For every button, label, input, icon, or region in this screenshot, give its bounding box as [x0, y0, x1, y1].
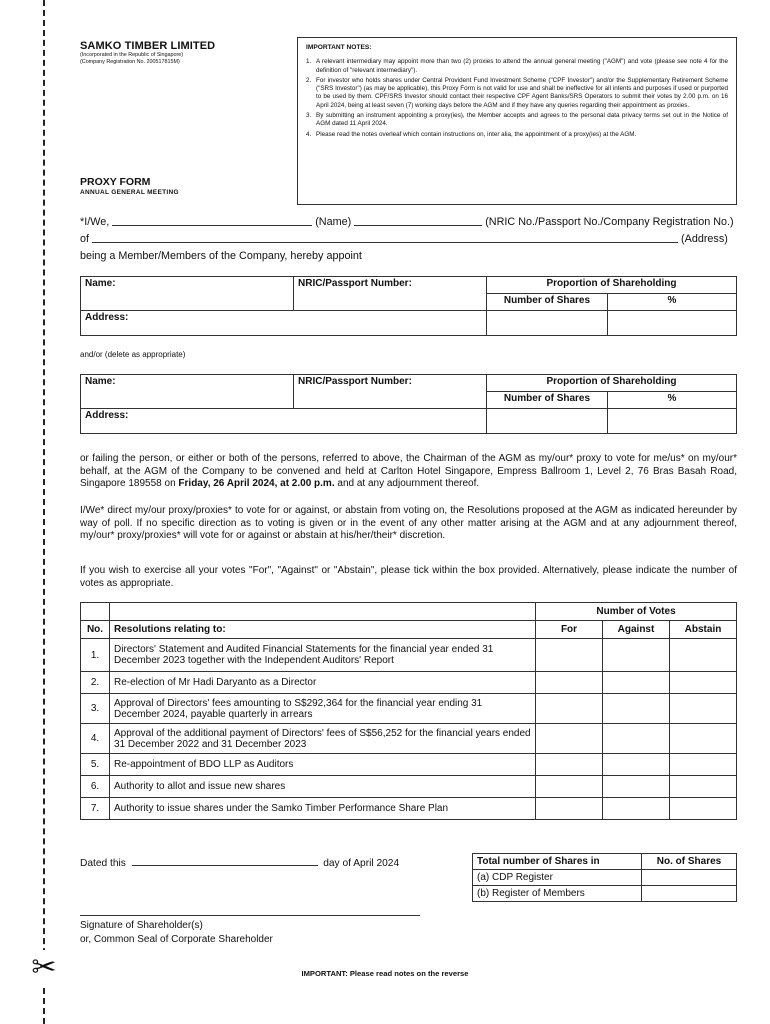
- members-register-label: (b) Register of Members: [473, 886, 642, 902]
- member-name-field[interactable]: [112, 214, 312, 226]
- note-number: 3.: [306, 112, 312, 120]
- company-incorporated: (Incorporated in the Republic of Singapore): [80, 52, 184, 58]
- footer-important: IMPORTANT: Please read notes on the reverse: [301, 969, 469, 978]
- total-shares-table: [472, 853, 737, 902]
- note-text: By submitting an instrument appointing a proxy(ies), the Member accepts and agrees to the personal data privacy terms set out in the Notice of AGM dated 11 April 2024.: [316, 112, 728, 128]
- table-row: [81, 694, 737, 724]
- proxy-name-label: Name:: [85, 278, 116, 289]
- table-row: [81, 672, 737, 694]
- note-item: [306, 77, 728, 110]
- note-number: 2.: [306, 76, 312, 84]
- dated-prefix: Dated this: [80, 858, 126, 869]
- signature-block: [80, 919, 273, 947]
- vote-for-cell[interactable]: [536, 724, 603, 754]
- note-number: 4.: [306, 130, 312, 138]
- resolution-text: Approval of the additional payment of Directors' fees of S$56,252 for the financial years ended 31 December 2022 and 31 December 2023: [110, 724, 536, 754]
- proxy2-percent-cell[interactable]: [608, 409, 737, 434]
- vote-abstain-cell[interactable]: [670, 798, 737, 820]
- proxy2-nric-cell[interactable]: [294, 375, 487, 409]
- scissors-icon: ✂: [28, 950, 60, 986]
- cut-line: [43, 0, 45, 1024]
- for-header: For: [536, 621, 603, 639]
- important-notes-box: [297, 37, 737, 205]
- dated-day-field[interactable]: [132, 855, 318, 866]
- proxy-table-1: [80, 276, 737, 336]
- resolution-text: Approval of Directors' fees amounting to S$292,364 for the financial year ending 31 December 2024, payable quarterly in arrears: [110, 694, 536, 724]
- table-row: [81, 639, 737, 672]
- notes-heading: IMPORTANT NOTES:: [306, 44, 372, 51]
- form-title-block: [80, 176, 179, 196]
- proxy-table-2: [80, 374, 737, 434]
- resolution-text: Authority to issue shares under the Samko Timber Performance Share Plan: [110, 798, 536, 820]
- resolution-text: Re-election of Mr Hadi Daryanto as a Director: [110, 672, 536, 694]
- we-label: *I/We,: [80, 216, 110, 228]
- proxy1-name-cell[interactable]: [81, 277, 294, 311]
- resolution-text: Re-appointment of BDO LLP as Auditors: [110, 754, 536, 776]
- vote-abstain-cell[interactable]: [670, 639, 737, 672]
- no-of-shares-header: No. of Shares: [642, 854, 737, 870]
- resolution-text: Authority to allot and issue new shares: [110, 776, 536, 798]
- and-or-text: and/or (delete as appropriate): [80, 350, 186, 359]
- note-item: [306, 131, 728, 139]
- vote-against-cell[interactable]: [603, 724, 670, 754]
- shares-header: Number of Shares: [487, 392, 608, 409]
- note-text: For investor who holds shares under Central Provident Fund Investment Scheme ("CPF Investor") and/or the Supplementary Retirement Scheme ("SRS Investor") (as may be applicable), this Proxy Form is not valid for use and shall be ineffective for all intents and purposes if used or purported to be used by them. CPF/SRS Investor should contact their respective CPF Agent Banks/SRS Operators to submit their votes by 2.00 p.m. on 16 April 2024, being at least seven (7) working days before the AGM and if they have any queries regarding their appointment as proxies.: [316, 76, 728, 109]
- percent-header: %: [608, 392, 737, 409]
- cdp-register-label: (a) CDP Register: [473, 870, 642, 886]
- proxy1-address-cell[interactable]: [81, 311, 487, 336]
- vote-abstain-cell[interactable]: [670, 754, 737, 776]
- member-address-field[interactable]: [92, 231, 678, 243]
- name-row: [80, 214, 737, 231]
- vote-for-cell[interactable]: [536, 798, 603, 820]
- proxy1-percent-cell[interactable]: [608, 311, 737, 336]
- vote-for-cell[interactable]: [536, 672, 603, 694]
- vote-for-cell[interactable]: [536, 694, 603, 724]
- member-nric-field[interactable]: [354, 214, 482, 226]
- company-registration: (Company Registration No. 200517815M): [80, 59, 180, 65]
- vote-abstain-cell[interactable]: [670, 672, 737, 694]
- proxy-nric-label: NRIC/Passport Number:: [298, 278, 412, 289]
- abstain-header: Abstain: [670, 621, 737, 639]
- resolution-number: 5.: [81, 754, 110, 776]
- of-label: of: [80, 233, 90, 245]
- being-row: [80, 248, 737, 265]
- vote-for-cell[interactable]: [536, 754, 603, 776]
- proxy-address-label: Address:: [85, 312, 129, 323]
- chairman-text-c: and at any adjournment thereof.: [334, 478, 480, 489]
- proxy1-nric-cell[interactable]: [294, 277, 487, 311]
- proxy2-shares-cell[interactable]: [487, 409, 608, 434]
- cdp-shares-cell[interactable]: [642, 870, 737, 886]
- proxy-nric-label: NRIC/Passport Number:: [298, 376, 412, 387]
- company-block: [80, 40, 295, 66]
- proportion-header: Proportion of Shareholding: [487, 375, 737, 392]
- note-item: [306, 58, 728, 75]
- note-number: 1.: [306, 58, 312, 66]
- resolution-number: 3.: [81, 694, 110, 724]
- table-row: [81, 798, 737, 820]
- instruction-paragraph: If you wish to exercise all your votes "For", "Against" or "Abstain", please tick within the box provided. Alternatively, please indicate the number of votes as appropriate.: [80, 565, 737, 589]
- no-header: No.: [81, 621, 110, 639]
- note-text: Please read the notes overleaf which contain instructions on, inter alia, the appointment of a proxy(ies) at the AGM.: [316, 130, 637, 138]
- proportion-header: Proportion of Shareholding: [487, 277, 737, 294]
- resolution-number: 2.: [81, 672, 110, 694]
- percent-header: %: [608, 294, 737, 311]
- vote-against-cell[interactable]: [603, 798, 670, 820]
- table-row: [81, 776, 737, 798]
- appointment-intro: [80, 214, 737, 265]
- blank-header-cell: [81, 603, 110, 621]
- chairman-paragraph: [80, 453, 737, 491]
- signature-label: Signature of Shareholder(s): [80, 920, 203, 931]
- vote-abstain-cell[interactable]: [670, 724, 737, 754]
- vote-against-cell[interactable]: [603, 754, 670, 776]
- table-row: [81, 754, 737, 776]
- being-text: being a Member/Members of the Company, hereby appoint: [80, 250, 362, 262]
- address-label: (Address): [681, 233, 728, 245]
- nric-label: (NRIC No./Passport No./Company Registration No.): [485, 216, 734, 228]
- proxy2-address-cell[interactable]: [81, 409, 487, 434]
- chairman-text-a: or failing the person, or either or both of the persons, referred to above, the Chairman of the AGM as my/our* proxy to vote for me/us* on my/our* behalf, at the AGM of the Company to be convened and held at Carlton Hotel Singapore, Empress Ballroom 1, Level 2, 76 Bras Basah Road, Singapore 189558 on: [80, 453, 737, 489]
- note-text: A relevant intermediary may appoint more than two (2) proxies to attend the annual general meeting ("AGM") and vote (please see note 4 for the definition of "relevant intermediary").: [316, 58, 728, 74]
- proxy-address-label: Address:: [85, 410, 129, 421]
- company-name: SAMKO TIMBER LIMITED: [80, 40, 216, 52]
- resolution-number: 4.: [81, 724, 110, 754]
- resolution-number: 1.: [81, 639, 110, 672]
- dated-line: [80, 855, 399, 869]
- vote-for-cell[interactable]: [536, 776, 603, 798]
- proxy2-name-cell[interactable]: [81, 375, 294, 409]
- address-row: [80, 231, 737, 248]
- form-title: PROXY FORM: [80, 176, 151, 188]
- vote-abstain-cell[interactable]: [670, 694, 737, 724]
- proxy-name-label: Name:: [85, 376, 116, 387]
- members-shares-cell[interactable]: [642, 886, 737, 902]
- resolution-text: Directors' Statement and Audited Financial Statements for the financial year ended 31 December 2023 together with the Independent Auditors' Report: [110, 639, 536, 672]
- against-header: Against: [603, 621, 670, 639]
- form-subtitle: ANNUAL GENERAL MEETING: [80, 189, 179, 196]
- table-row: [81, 724, 737, 754]
- name-label: (Name): [315, 216, 352, 228]
- meeting-date: Friday, 26 April 2024, at 2.00 p.m.: [178, 478, 335, 489]
- vote-abstain-cell[interactable]: [670, 776, 737, 798]
- vote-against-cell[interactable]: [603, 694, 670, 724]
- signature-field[interactable]: [80, 915, 420, 916]
- proxy1-shares-cell[interactable]: [487, 311, 608, 336]
- total-shares-header: Total number of Shares in: [473, 854, 642, 870]
- direction-paragraph: I/We* direct my/our proxy/proxies* to vote for or against, or abstain from voting on, the Resolutions proposed at the AGM as indicated hereunder by way of poll. If no specific direction as to voting is given or in the event of any other matter arising at the AGM and at any adjournment thereof, my/our* proxy/proxies* will vote for or against or abstain at his/her/their* discretion.: [80, 505, 737, 541]
- blank-header-cell: [110, 603, 536, 621]
- vote-against-cell[interactable]: [603, 776, 670, 798]
- dated-suffix: day of April 2024: [323, 858, 400, 869]
- note-item: [306, 112, 728, 129]
- common-seal-label: or, Common Seal of Corporate Shareholder: [80, 934, 273, 945]
- shares-header: Number of Shares: [487, 294, 608, 311]
- vote-for-cell[interactable]: [536, 639, 603, 672]
- resolutions-header: Resolutions relating to:: [110, 621, 536, 639]
- resolution-number: 6.: [81, 776, 110, 798]
- vote-against-cell[interactable]: [603, 639, 670, 672]
- resolution-number: 7.: [81, 798, 110, 820]
- vote-against-cell[interactable]: [603, 672, 670, 694]
- votes-header: Number of Votes: [536, 603, 737, 621]
- resolutions-table: [80, 602, 737, 820]
